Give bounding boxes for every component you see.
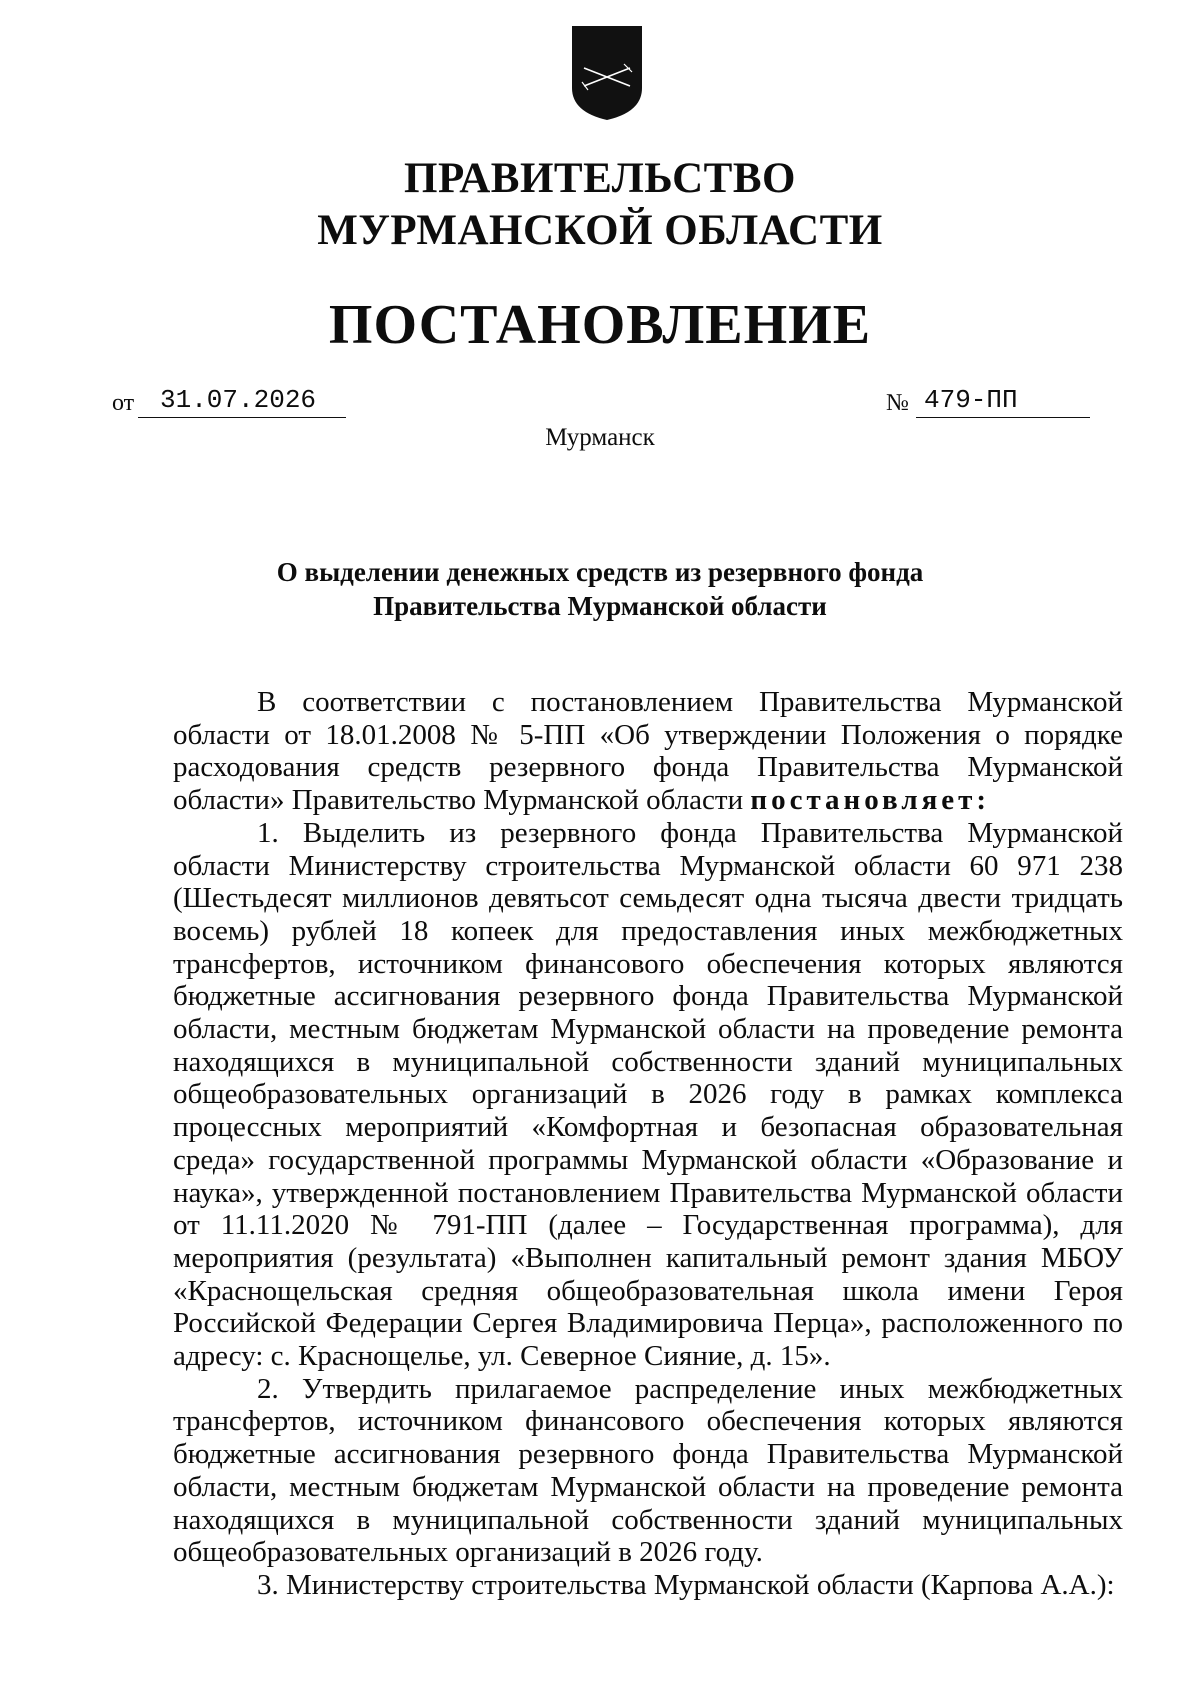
clause-2: 2. Утвердить прилагаемое распределение иных межбюджетных трансфертов, источником финансового обеспечения которых являются бюджетные ассигнования резервного фонда Правительства Мурманской области, местным бюджетам Мурманской области на проведение ремонта находящихся в муниципальной собственности зданий муниципальных общеобразовательных организаций в 2026 году.	[173, 1372, 1123, 1569]
subject-line2: Правительства Мурманской области	[373, 591, 827, 621]
document-date: 31.07.2026	[138, 383, 346, 418]
document-number: 479-ПП	[916, 383, 1090, 418]
clause-3: 3. Министерству строительства Мурманской области (Карпова А.А.):	[257, 1568, 1115, 1601]
murmansk-coat-of-arms-icon	[568, 22, 646, 122]
preamble-text: В соответствии с постановлением Правительства Мурманской области от 18.01.2008 № 5-ПП «Об утверждении Положения о порядке расходования средств резервного фонда Правительства Мурманской области» Правительство Мурманской области	[173, 686, 1123, 817]
organization-name-line1: ПРАВИТЕЛЬСТВО	[404, 155, 796, 202]
number-label: №	[886, 390, 909, 416]
subject-line1: О выделении денежных средств из резервного фонда	[276, 557, 924, 587]
organization-name-line2: МУРМАНСКОЙ ОБЛАСТИ	[317, 207, 883, 254]
resolves-word: постановляет:	[750, 784, 991, 817]
document-type-title: ПОСТАНОВЛЕНИЕ	[328, 294, 872, 356]
document-body	[173, 686, 1123, 1602]
date-label: от	[112, 390, 135, 416]
city-name: Мурманск	[545, 424, 655, 451]
document-subject	[0, 555, 1200, 623]
preamble-paragraph	[173, 686, 1123, 817]
clause-1: 1. Выделить из резервного фонда Правительства Мурманской области Министерству строительства Мурманской области 60 971 238 (Шестьдесят миллионов девятьсот семьдесят одна тысяча двести тридцать восемь) рублей 18 копеек для предоставления иных межбюджетных трансфертов, источником финансового обеспечения которых являются бюджетные ассигнования резервного фонда Правительства Мурманской области, местным бюджетам Мурманской области на проведение ремонта находящихся в муниципальной собственности зданий муниципальных общеобразовательных организаций в 2026 году в рамках комплекса процессных мероприятий «Комфортная и безопасная образовательная среда» государственной программы Мурманской области «Образование и наука», утвержденной постановлением Правительства Мурманской области от 11.11.2020 № 791-ПП (далее – Государственная программа), для мероприятия (результата) «Выполнен капитальный ремонт здания МБОУ «Краснощельская средняя общеобразовательная школа имени Героя Российской Федерации Сергея Владимировича Перца», расположенного по адресу: с. Краснощелье, ул. Северное Сияние, д. 15».	[173, 816, 1123, 1373]
